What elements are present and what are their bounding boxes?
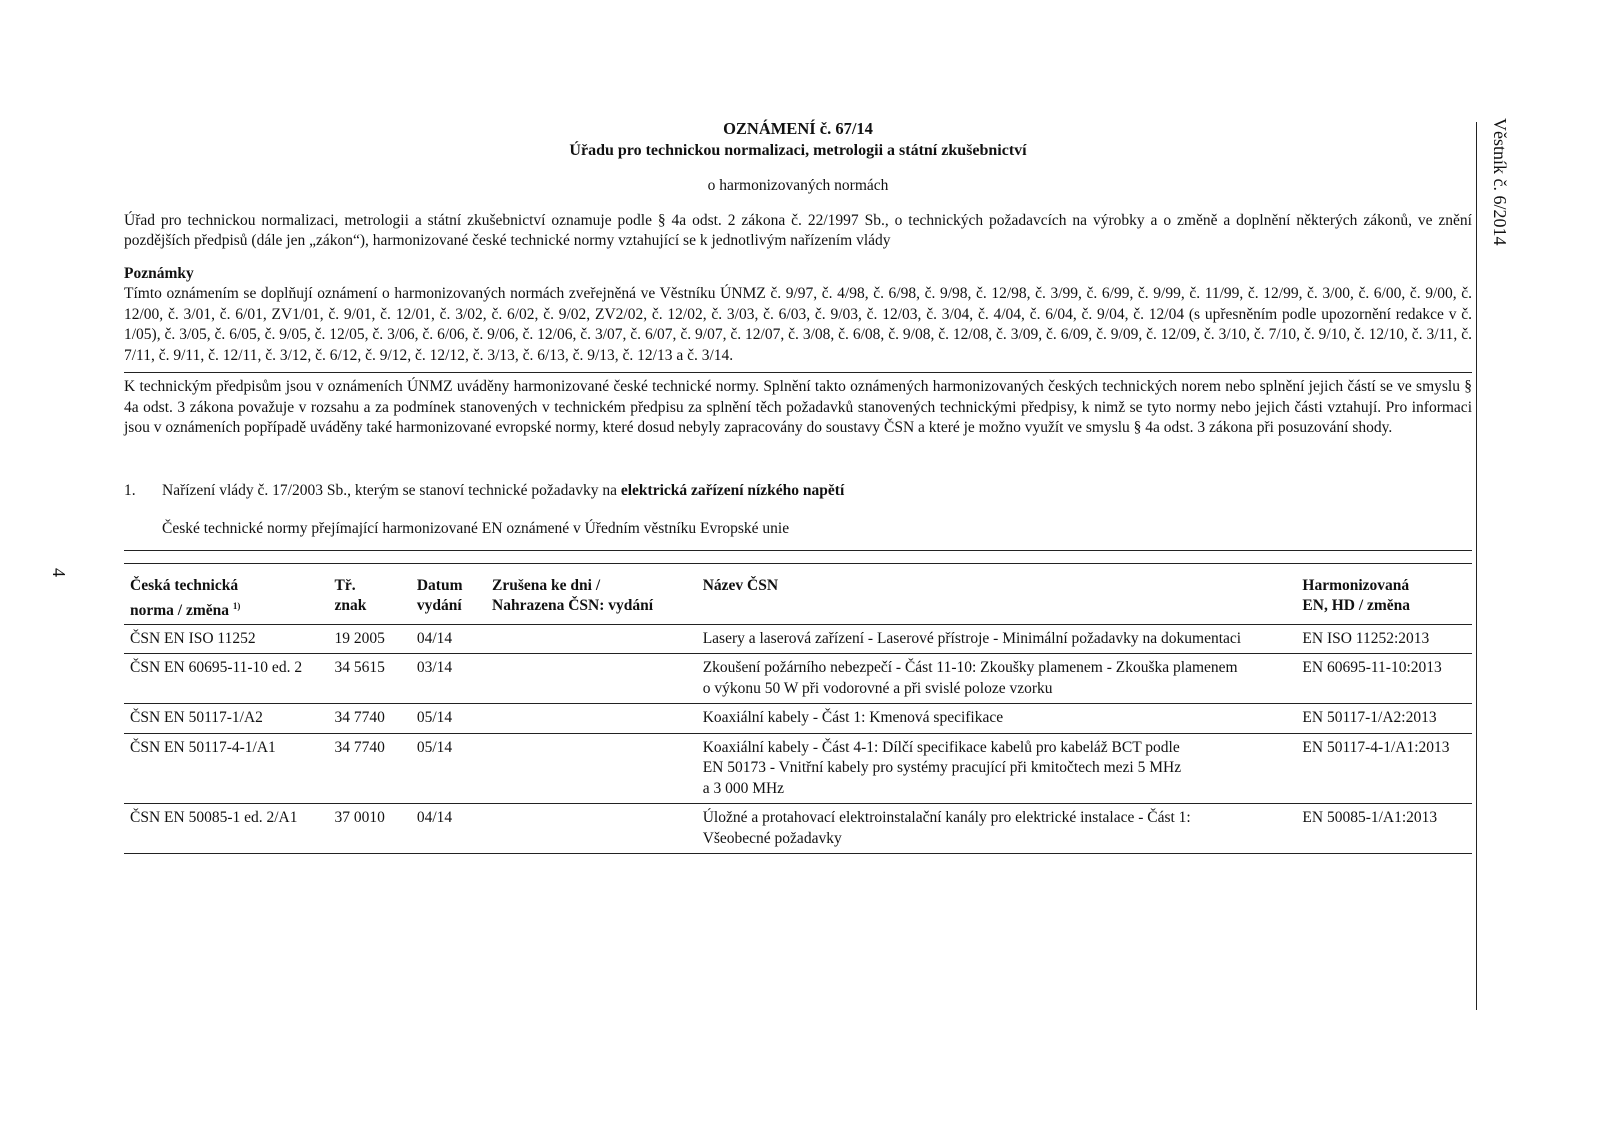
cell-norma: ČSN EN ISO 11252	[124, 624, 329, 654]
notice-title: OZNÁMENÍ č. 67/14	[723, 119, 873, 138]
cell-norma: ČSN EN 50117-1/A2	[124, 704, 329, 734]
cell-znak: 37 0010	[329, 804, 411, 854]
margin-rule	[1476, 122, 1477, 1010]
journal-label-container	[1486, 118, 1510, 268]
cell-norma: ČSN EN 50085-1 ed. 2/A1	[124, 804, 329, 854]
table-top-rule	[124, 550, 1472, 551]
cell-vydani: 04/14	[411, 624, 486, 654]
cell-en: EN 60695-11-10:2013	[1296, 654, 1472, 704]
divider	[124, 372, 1472, 373]
cell-vydani: 05/14	[411, 704, 486, 734]
cell-zrusena	[486, 804, 697, 854]
table-row	[124, 624, 1472, 654]
cell-en: EN ISO 11252:2013	[1296, 624, 1472, 654]
section-title	[162, 481, 844, 502]
cell-znak: 34 5615	[329, 654, 411, 704]
table-header-row	[124, 563, 1472, 624]
page-number: 4	[49, 568, 69, 577]
cell-vydani: 05/14	[411, 733, 486, 804]
technical-regulations-paragraph: K technickým předpisům jsou v oznámeních ÚNMZ uváděny harmonizované české technické normy. Splnění takto oznámených harmonizovaných českých technických norem nebo splnění jejich částí se ve smyslu § 4a odst. 3 zákona považuje v rozsahu a za podmínek stanovených v technickém předpisu za splnění těch požadavků stanovených technickými předpisy, k nimž se tyto normy nebo jejich části vztahují. Pro informaci jsou v oznámeních popřípadě uváděny také harmonizované evropské normy, které dosud nebyly zapracovány do soustavy ČSN a které je možno využít ve smyslu § 4a odst. 3 zákona při posuzování shody.	[124, 378, 1472, 436]
cell-nazev: Koaxiální kabely - Část 4-1: Dílčí specifikace kabelů pro kabeláž BCT podle EN 50173 - Vnitřní kabely pro systémy pracující při kmitočtech mezi 5 MHz a 3 000 MHz	[697, 733, 1297, 804]
cell-nazev: Zkoušení požárního nebezpečí - Část 11-10: Zkoušky plamenem - Zkouška plamenem o výkonu 50 W při vodorovné a při svislé poloze vzorku	[697, 654, 1297, 704]
cell-znak: 34 7740	[329, 704, 411, 734]
cell-zrusena	[486, 654, 697, 704]
section-heading	[124, 481, 1472, 502]
header-vydani: Datum vydání	[411, 563, 486, 624]
section-subtitle: České technické normy přejímající harmonizované EN oznámené v Úředním věstníku Evropské unie	[162, 520, 790, 537]
cell-en: EN 50117-1/A2:2013	[1296, 704, 1472, 734]
notice-subtitle: o harmonizovaných normách	[707, 177, 889, 194]
cell-znak: 19 2005	[329, 624, 411, 654]
standards-table	[124, 563, 1472, 855]
table-row	[124, 733, 1472, 804]
intro-paragraph: Úřad pro technickou normalizaci, metrologii a státní zkušebnictví oznamuje podle § 4a odst. 2 zákona č. 22/1997 Sb., o technických požadavcích na výrobky a o změně a doplnění některých zákonů, ve znění pozdějších předpisů (dále jen „zákon“), harmonizované české technické normy vztahující se k jednotlivým nařízením vlády	[124, 211, 1472, 249]
header-zrusena: Zrušena ke dni / Nahrazena ČSN: vydání	[486, 563, 697, 624]
journal-label: Věstník č. 6/2014	[1490, 118, 1510, 246]
header-nazev: Název ČSN	[697, 563, 1297, 624]
header-harmonizovana: Harmonizovaná EN, HD / změna	[1296, 563, 1472, 624]
cell-vydani: 04/14	[411, 804, 486, 854]
cell-nazev: Lasery a laserová zařízení - Laserové přístroje - Minimální požadavky na dokumentaci	[697, 624, 1297, 654]
table-row	[124, 654, 1472, 704]
cell-en: EN 50085-1/A1:2013	[1296, 804, 1472, 854]
notice-issuer: Úřadu pro technickou normalizaci, metrologii a státní zkušebnictví	[569, 142, 1027, 159]
cell-nazev: Koaxiální kabely - Část 1: Kmenová specifikace	[697, 704, 1297, 734]
section-title-bold: elektrická zařízení nízkého napětí	[620, 481, 845, 499]
notes-heading: Poznámky	[124, 264, 194, 282]
cell-norma: ČSN EN 50117-4-1/A1	[124, 733, 329, 804]
header-znak: Tř. znak	[329, 563, 411, 624]
table-row	[124, 704, 1472, 734]
table-row	[124, 804, 1472, 854]
section-number: 1.	[124, 481, 136, 499]
cell-zrusena	[486, 733, 697, 804]
header-norma: Česká technická norma / změna $^{1)}$	[124, 563, 329, 624]
document-content	[124, 118, 1472, 854]
cell-norma: ČSN EN 60695-11-10 ed. 2	[124, 654, 329, 704]
notes-paragraph: Tímto oznámením se doplňují oznámení o harmonizovaných normách zveřejněná ve Věstníku ÚNMZ č. 9/97, č. 4/98, č. 6/98, č. 9/98, č. 12/98, č. 3/99, č. 6/99, č. 9/99, č. 11/99, č. 12/99, č. 3/00, č. 6/00, č. 9/00, č. 12/00, č. 3/01, č. 6/01, ZV1/01, č. 9/01, č. 12/01, č. 3/02, č. 6/02, č. 9/02, ZV2/02, č. 12/02, č. 3/03, č. 6/03, č. 9/03, č. 12/03, č. 3/04, č. 4/04, č. 6/04, č. 9/04, č. 12/04 (s upřesněním podle upozornění redakce v č. 1/05), č. 3/05, č. 6/05, č. 9/05, č. 12/05, č. 3/06, č. 6/06, č. 9/06, č. 12/06, č. 3/07, č. 6/07, č. 9/07, č. 12/07, č. 3/08, č. 6/08, č. 9/08, č. 12/08, č. 3/09, č. 6/09, č. 9/09, č. 12/09, č. 3/10, č. 7/10, č. 9/10, č. 12/10, č. 3/11, č. 7/11, č. 9/11, č. 12/11, č. 3/12, č. 6/12, č. 9/12, č. 12/12, č. 3/13, č. 6/13, č. 9/13, č. 12/13 a č. 3/14.	[124, 285, 1472, 364]
section-title-plain: Nařízení vlády č. 17/2003 Sb., kterým se stanoví technické požadavky na	[162, 481, 621, 499]
cell-en: EN 50117-4-1/A1:2013	[1296, 733, 1472, 804]
cell-vydani: 03/14	[411, 654, 486, 704]
cell-znak: 34 7740	[329, 733, 411, 804]
cell-zrusena	[486, 624, 697, 654]
cell-nazev: Úložné a protahovací elektroinstalační kanály pro elektrické instalace - Část 1: Všeobecné požadavky	[697, 804, 1297, 854]
cell-zrusena	[486, 704, 697, 734]
